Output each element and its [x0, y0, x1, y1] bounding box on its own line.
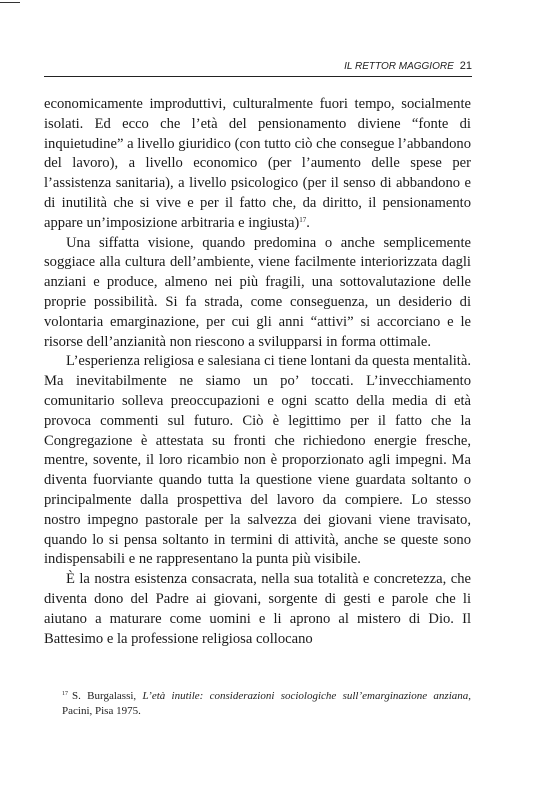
corner-mark	[0, 2, 20, 3]
footnote	[62, 687, 471, 719]
header-rule	[44, 76, 472, 77]
footnote-marker: 17	[62, 691, 68, 697]
paragraph-1-text: economicamente improduttivi, culturalmente fuori tempo, socialmente isolati. Ed ecco che l’età del pensionamento diviene “fonte di inquietudine” a livello giuridico (con tutto ciò che consegue l’abbandono del lavoro), a livello economico (per l’aumento delle spese per l’assistenza sanitaria), a livello psicologico (per il senso di abbandono e di inutilità che si vive e per il fatto che, da diritto, il pensionamento appare un’imposizione arbitraria e ingiusta)	[44, 96, 471, 231]
paragraph-4: È la nostra esistenza consacrata, nella sua totalità e concretezza, che diventa dono del Padre ai giovani, sorgente di gesti e parole che li aiutano a maturare come uomini e li aprono al mistero di Dio. Il Battesimo e la professione religiosa collocano	[44, 571, 471, 647]
footnote-author: S. Burgalassi,	[72, 690, 137, 702]
running-header	[44, 60, 472, 74]
footnote-publisher: , Pacini, Pisa 1975.	[62, 690, 471, 717]
paragraph-1	[44, 95, 471, 234]
paragraph-3: L’esperienza religiosa e salesiana ci tiene lontani da questa mentalità. Ma inevitabilmente ne siamo un po’ toccati. L’invecchiamento comunitario solleva preoccupazioni e ogni scatto della media di età provoca commenti sul futuro. Ciò è legittimo per il fatto che la Congregazione è attestata su fronti che richiedono energie fresche, mentre, sovente, il loro ricambio non è proporzionato agli impegni. Ma diventa fuorviante quando tutta la questione viene guardata soltanto o principalmente dalla prospettiva del lavoro da compiere. Lo stesso nostro impegno pastorale per la salvezza dei giovani viene travisato, quando lo si pensa soltanto in termini di attività, anche se queste sono indispensabili e ne rappresentano la punta più visibile.	[44, 353, 471, 568]
page-number: 21	[459, 60, 472, 72]
body-text	[44, 95, 471, 649]
footnote-title: L’età inutile: considerazioni sociologiche sull’emarginazione anziana	[142, 690, 469, 702]
footnote-reference[interactable]: 17	[299, 215, 307, 224]
paragraph-2: Una siffatta visione, quando predomina o anche semplicemente soggiace alla cultura dell’ambiente, viene facilmente interiorizzata dagli anziani e produce, almeno nei più fragili, una sottovalutazione delle proprie possibilità. Si fa strada, come conseguenza, un desiderio di volontaria emarginazione, per cui gli anni “attivi” si accorciano e le risorse dell’anzianità non riescono a svilupparsi in forma ottimale.	[44, 234, 471, 350]
paragraph-1-tail: .	[306, 214, 310, 231]
running-title: IL RETTOR MAGGIORE	[344, 61, 454, 72]
